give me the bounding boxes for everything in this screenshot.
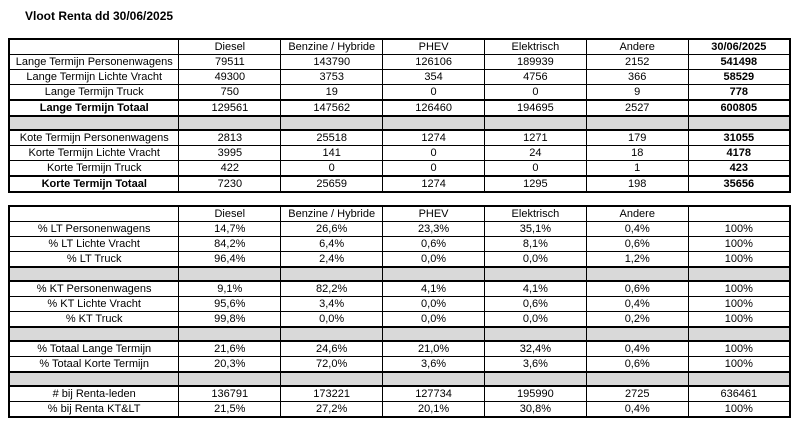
row-label: Korte Termijn Truck bbox=[9, 161, 179, 177]
value-cell: 100% bbox=[688, 281, 790, 297]
value-cell: 0,0% bbox=[383, 297, 485, 312]
row-label: Korte Termijn Totaal bbox=[9, 176, 179, 192]
value-cell: 8,1% bbox=[484, 237, 586, 252]
value-cell: 1295 bbox=[484, 176, 586, 192]
value-cell: 423 bbox=[688, 161, 790, 177]
column-header: Andere bbox=[586, 39, 688, 55]
value-cell: 9 bbox=[586, 85, 688, 101]
value-cell: 3,4% bbox=[281, 297, 383, 312]
separator-cell bbox=[484, 327, 586, 341]
separator-row bbox=[9, 116, 790, 130]
value-cell: 179 bbox=[586, 130, 688, 146]
row-label: Lange Termijn Totaal bbox=[9, 100, 179, 116]
value-cell: 100% bbox=[688, 252, 790, 268]
table-row bbox=[9, 402, 790, 418]
value-cell: 0,4% bbox=[586, 297, 688, 312]
value-cell: 20,3% bbox=[179, 357, 281, 373]
value-cell: 100% bbox=[688, 222, 790, 237]
value-cell: 0,4% bbox=[586, 402, 688, 418]
value-cell: 79511 bbox=[179, 55, 281, 70]
row-label: Lange Termijn Personenwagens bbox=[9, 55, 179, 70]
row-label: Korte Termijn Lichte Vracht bbox=[9, 146, 179, 161]
separator-cell bbox=[383, 267, 485, 281]
column-header: Andere bbox=[586, 206, 688, 222]
table-row bbox=[9, 312, 790, 328]
column-header: PHEV bbox=[383, 206, 485, 222]
value-cell: 0 bbox=[281, 161, 383, 177]
row-label: Lange Termijn Truck bbox=[9, 85, 179, 101]
separator-cell bbox=[281, 327, 383, 341]
value-cell: 173221 bbox=[281, 386, 383, 402]
column-header: Elektrisch bbox=[484, 39, 586, 55]
value-cell: 1,2% bbox=[586, 252, 688, 268]
value-cell: 35656 bbox=[688, 176, 790, 192]
column-header bbox=[688, 206, 790, 222]
value-cell: 25518 bbox=[281, 130, 383, 146]
value-cell: 19 bbox=[281, 85, 383, 101]
separator-cell bbox=[9, 267, 179, 281]
table-row bbox=[9, 161, 790, 177]
value-cell: 84,2% bbox=[179, 237, 281, 252]
separator-cell bbox=[281, 116, 383, 130]
value-cell: 9,1% bbox=[179, 281, 281, 297]
page-title: Vloot Renta dd 30/06/2025 bbox=[25, 9, 174, 23]
value-cell: 100% bbox=[688, 357, 790, 373]
value-cell: 136791 bbox=[179, 386, 281, 402]
separator-cell bbox=[383, 116, 485, 130]
value-cell: 3995 bbox=[179, 146, 281, 161]
column-header: Elektrisch bbox=[484, 206, 586, 222]
value-cell: 7230 bbox=[179, 176, 281, 192]
value-cell: 32,4% bbox=[484, 341, 586, 357]
value-cell: 3,6% bbox=[484, 357, 586, 373]
table-row bbox=[9, 341, 790, 357]
separator-cell bbox=[586, 267, 688, 281]
separator-cell bbox=[383, 372, 485, 386]
value-cell: 21,6% bbox=[179, 341, 281, 357]
value-cell: 2152 bbox=[586, 55, 688, 70]
value-cell: 1 bbox=[586, 161, 688, 177]
value-cell: 0,2% bbox=[586, 312, 688, 328]
value-cell: 0,6% bbox=[586, 281, 688, 297]
value-cell: 100% bbox=[688, 297, 790, 312]
value-cell: 30,8% bbox=[484, 402, 586, 418]
row-label: # bij Renta-leden bbox=[9, 386, 179, 402]
value-cell: 96,4% bbox=[179, 252, 281, 268]
value-cell: 0,0% bbox=[383, 252, 485, 268]
value-cell: 20,1% bbox=[383, 402, 485, 418]
value-cell: 2813 bbox=[179, 130, 281, 146]
value-cell: 129561 bbox=[179, 100, 281, 116]
row-label: % Totaal Lange Termijn bbox=[9, 341, 179, 357]
value-cell: 0,0% bbox=[484, 312, 586, 328]
value-cell: 21,5% bbox=[179, 402, 281, 418]
separator-cell bbox=[586, 327, 688, 341]
separator-cell bbox=[484, 116, 586, 130]
column-header bbox=[9, 206, 179, 222]
value-cell: 6,4% bbox=[281, 237, 383, 252]
value-cell: 58529 bbox=[688, 70, 790, 85]
table-row bbox=[9, 176, 790, 192]
column-header: Diesel bbox=[179, 206, 281, 222]
value-cell: 100% bbox=[688, 402, 790, 418]
separator-cell bbox=[484, 267, 586, 281]
value-cell: 0,6% bbox=[586, 357, 688, 373]
row-label: Lange Termijn Lichte Vracht bbox=[9, 70, 179, 85]
fleet-counts-header-row bbox=[9, 39, 790, 55]
value-cell: 23,3% bbox=[383, 222, 485, 237]
separator-cell bbox=[9, 327, 179, 341]
row-label: % bij Renta KT&LT bbox=[9, 402, 179, 418]
value-cell: 100% bbox=[688, 312, 790, 328]
value-cell: 0 bbox=[484, 161, 586, 177]
value-cell: 14,7% bbox=[179, 222, 281, 237]
table-row bbox=[9, 297, 790, 312]
value-cell: 195990 bbox=[484, 386, 586, 402]
value-cell: 0,6% bbox=[586, 237, 688, 252]
separator-cell bbox=[179, 116, 281, 130]
value-cell: 143790 bbox=[281, 55, 383, 70]
value-cell: 49300 bbox=[179, 70, 281, 85]
column-header: PHEV bbox=[383, 39, 485, 55]
value-cell: 27,2% bbox=[281, 402, 383, 418]
value-cell: 24 bbox=[484, 146, 586, 161]
value-cell: 3,6% bbox=[383, 357, 485, 373]
separator-cell bbox=[484, 372, 586, 386]
value-cell: 354 bbox=[383, 70, 485, 85]
row-label: % KT Truck bbox=[9, 312, 179, 328]
column-header: Benzine / Hybride bbox=[281, 39, 383, 55]
table-row bbox=[9, 222, 790, 237]
value-cell: 778 bbox=[688, 85, 790, 101]
fleet-counts-table bbox=[8, 38, 791, 193]
column-header: Diesel bbox=[179, 39, 281, 55]
row-label: % KT Lichte Vracht bbox=[9, 297, 179, 312]
row-label: Kote Termijn Personenwagens bbox=[9, 130, 179, 146]
separator-cell bbox=[281, 267, 383, 281]
value-cell: 636461 bbox=[688, 386, 790, 402]
value-cell: 0 bbox=[383, 146, 485, 161]
value-cell: 141 bbox=[281, 146, 383, 161]
table-row bbox=[9, 100, 790, 116]
row-label: % Totaal Korte Termijn bbox=[9, 357, 179, 373]
value-cell: 35,1% bbox=[484, 222, 586, 237]
row-label: % LT Truck bbox=[9, 252, 179, 268]
separator-cell bbox=[586, 372, 688, 386]
table-row bbox=[9, 146, 790, 161]
value-cell: 0,4% bbox=[586, 222, 688, 237]
table-row bbox=[9, 357, 790, 373]
value-cell: 0,0% bbox=[383, 312, 485, 328]
value-cell: 0 bbox=[383, 161, 485, 177]
table-row bbox=[9, 252, 790, 268]
separator-row bbox=[9, 372, 790, 386]
table-row bbox=[9, 85, 790, 101]
value-cell: 1274 bbox=[383, 130, 485, 146]
value-cell: 198 bbox=[586, 176, 688, 192]
separator-cell bbox=[179, 267, 281, 281]
value-cell: 126460 bbox=[383, 100, 485, 116]
row-label: % LT Personenwagens bbox=[9, 222, 179, 237]
value-cell: 0,6% bbox=[383, 237, 485, 252]
separator-row bbox=[9, 327, 790, 341]
value-cell: 0,0% bbox=[484, 252, 586, 268]
value-cell: 24,6% bbox=[281, 341, 383, 357]
value-cell: 0,0% bbox=[281, 312, 383, 328]
value-cell: 750 bbox=[179, 85, 281, 101]
value-cell: 2725 bbox=[586, 386, 688, 402]
column-header bbox=[9, 39, 179, 55]
separator-cell bbox=[9, 116, 179, 130]
value-cell: 147562 bbox=[281, 100, 383, 116]
table-row bbox=[9, 55, 790, 70]
value-cell: 0 bbox=[383, 85, 485, 101]
value-cell: 72,0% bbox=[281, 357, 383, 373]
value-cell: 0,6% bbox=[484, 297, 586, 312]
value-cell: 1271 bbox=[484, 130, 586, 146]
value-cell: 1274 bbox=[383, 176, 485, 192]
table-row bbox=[9, 281, 790, 297]
separator-cell bbox=[179, 327, 281, 341]
value-cell: 0 bbox=[484, 85, 586, 101]
table-row bbox=[9, 386, 790, 402]
separator-cell bbox=[688, 372, 790, 386]
value-cell: 95,6% bbox=[179, 297, 281, 312]
value-cell: 422 bbox=[179, 161, 281, 177]
value-cell: 366 bbox=[586, 70, 688, 85]
value-cell: 100% bbox=[688, 237, 790, 252]
value-cell: 600805 bbox=[688, 100, 790, 116]
value-cell: 26,6% bbox=[281, 222, 383, 237]
column-header: 30/06/2025 bbox=[688, 39, 790, 55]
fleet-percentages-header-row bbox=[9, 206, 790, 222]
value-cell: 21,0% bbox=[383, 341, 485, 357]
separator-cell bbox=[688, 327, 790, 341]
separator-cell bbox=[383, 327, 485, 341]
value-cell: 25659 bbox=[281, 176, 383, 192]
value-cell: 194695 bbox=[484, 100, 586, 116]
value-cell: 4178 bbox=[688, 146, 790, 161]
value-cell: 541498 bbox=[688, 55, 790, 70]
separator-cell bbox=[9, 372, 179, 386]
column-header: Benzine / Hybride bbox=[281, 206, 383, 222]
separator-cell bbox=[586, 116, 688, 130]
separator-cell bbox=[281, 372, 383, 386]
separator-cell bbox=[179, 372, 281, 386]
value-cell: 3753 bbox=[281, 70, 383, 85]
row-label: % LT Lichte Vracht bbox=[9, 237, 179, 252]
value-cell: 18 bbox=[586, 146, 688, 161]
value-cell: 126106 bbox=[383, 55, 485, 70]
value-cell: 99,8% bbox=[179, 312, 281, 328]
separator-cell bbox=[688, 267, 790, 281]
value-cell: 82,2% bbox=[281, 281, 383, 297]
separator-cell bbox=[688, 116, 790, 130]
value-cell: 2527 bbox=[586, 100, 688, 116]
table-row bbox=[9, 70, 790, 85]
table-row bbox=[9, 130, 790, 146]
table-row bbox=[9, 237, 790, 252]
fleet-percentages-table bbox=[8, 205, 791, 418]
value-cell: 4,1% bbox=[484, 281, 586, 297]
row-label: % KT Personenwagens bbox=[9, 281, 179, 297]
separator-row bbox=[9, 267, 790, 281]
value-cell: 127734 bbox=[383, 386, 485, 402]
value-cell: 189939 bbox=[484, 55, 586, 70]
value-cell: 4756 bbox=[484, 70, 586, 85]
value-cell: 4,1% bbox=[383, 281, 485, 297]
value-cell: 100% bbox=[688, 341, 790, 357]
value-cell: 2,4% bbox=[281, 252, 383, 268]
value-cell: 0,4% bbox=[586, 341, 688, 357]
value-cell: 31055 bbox=[688, 130, 790, 146]
